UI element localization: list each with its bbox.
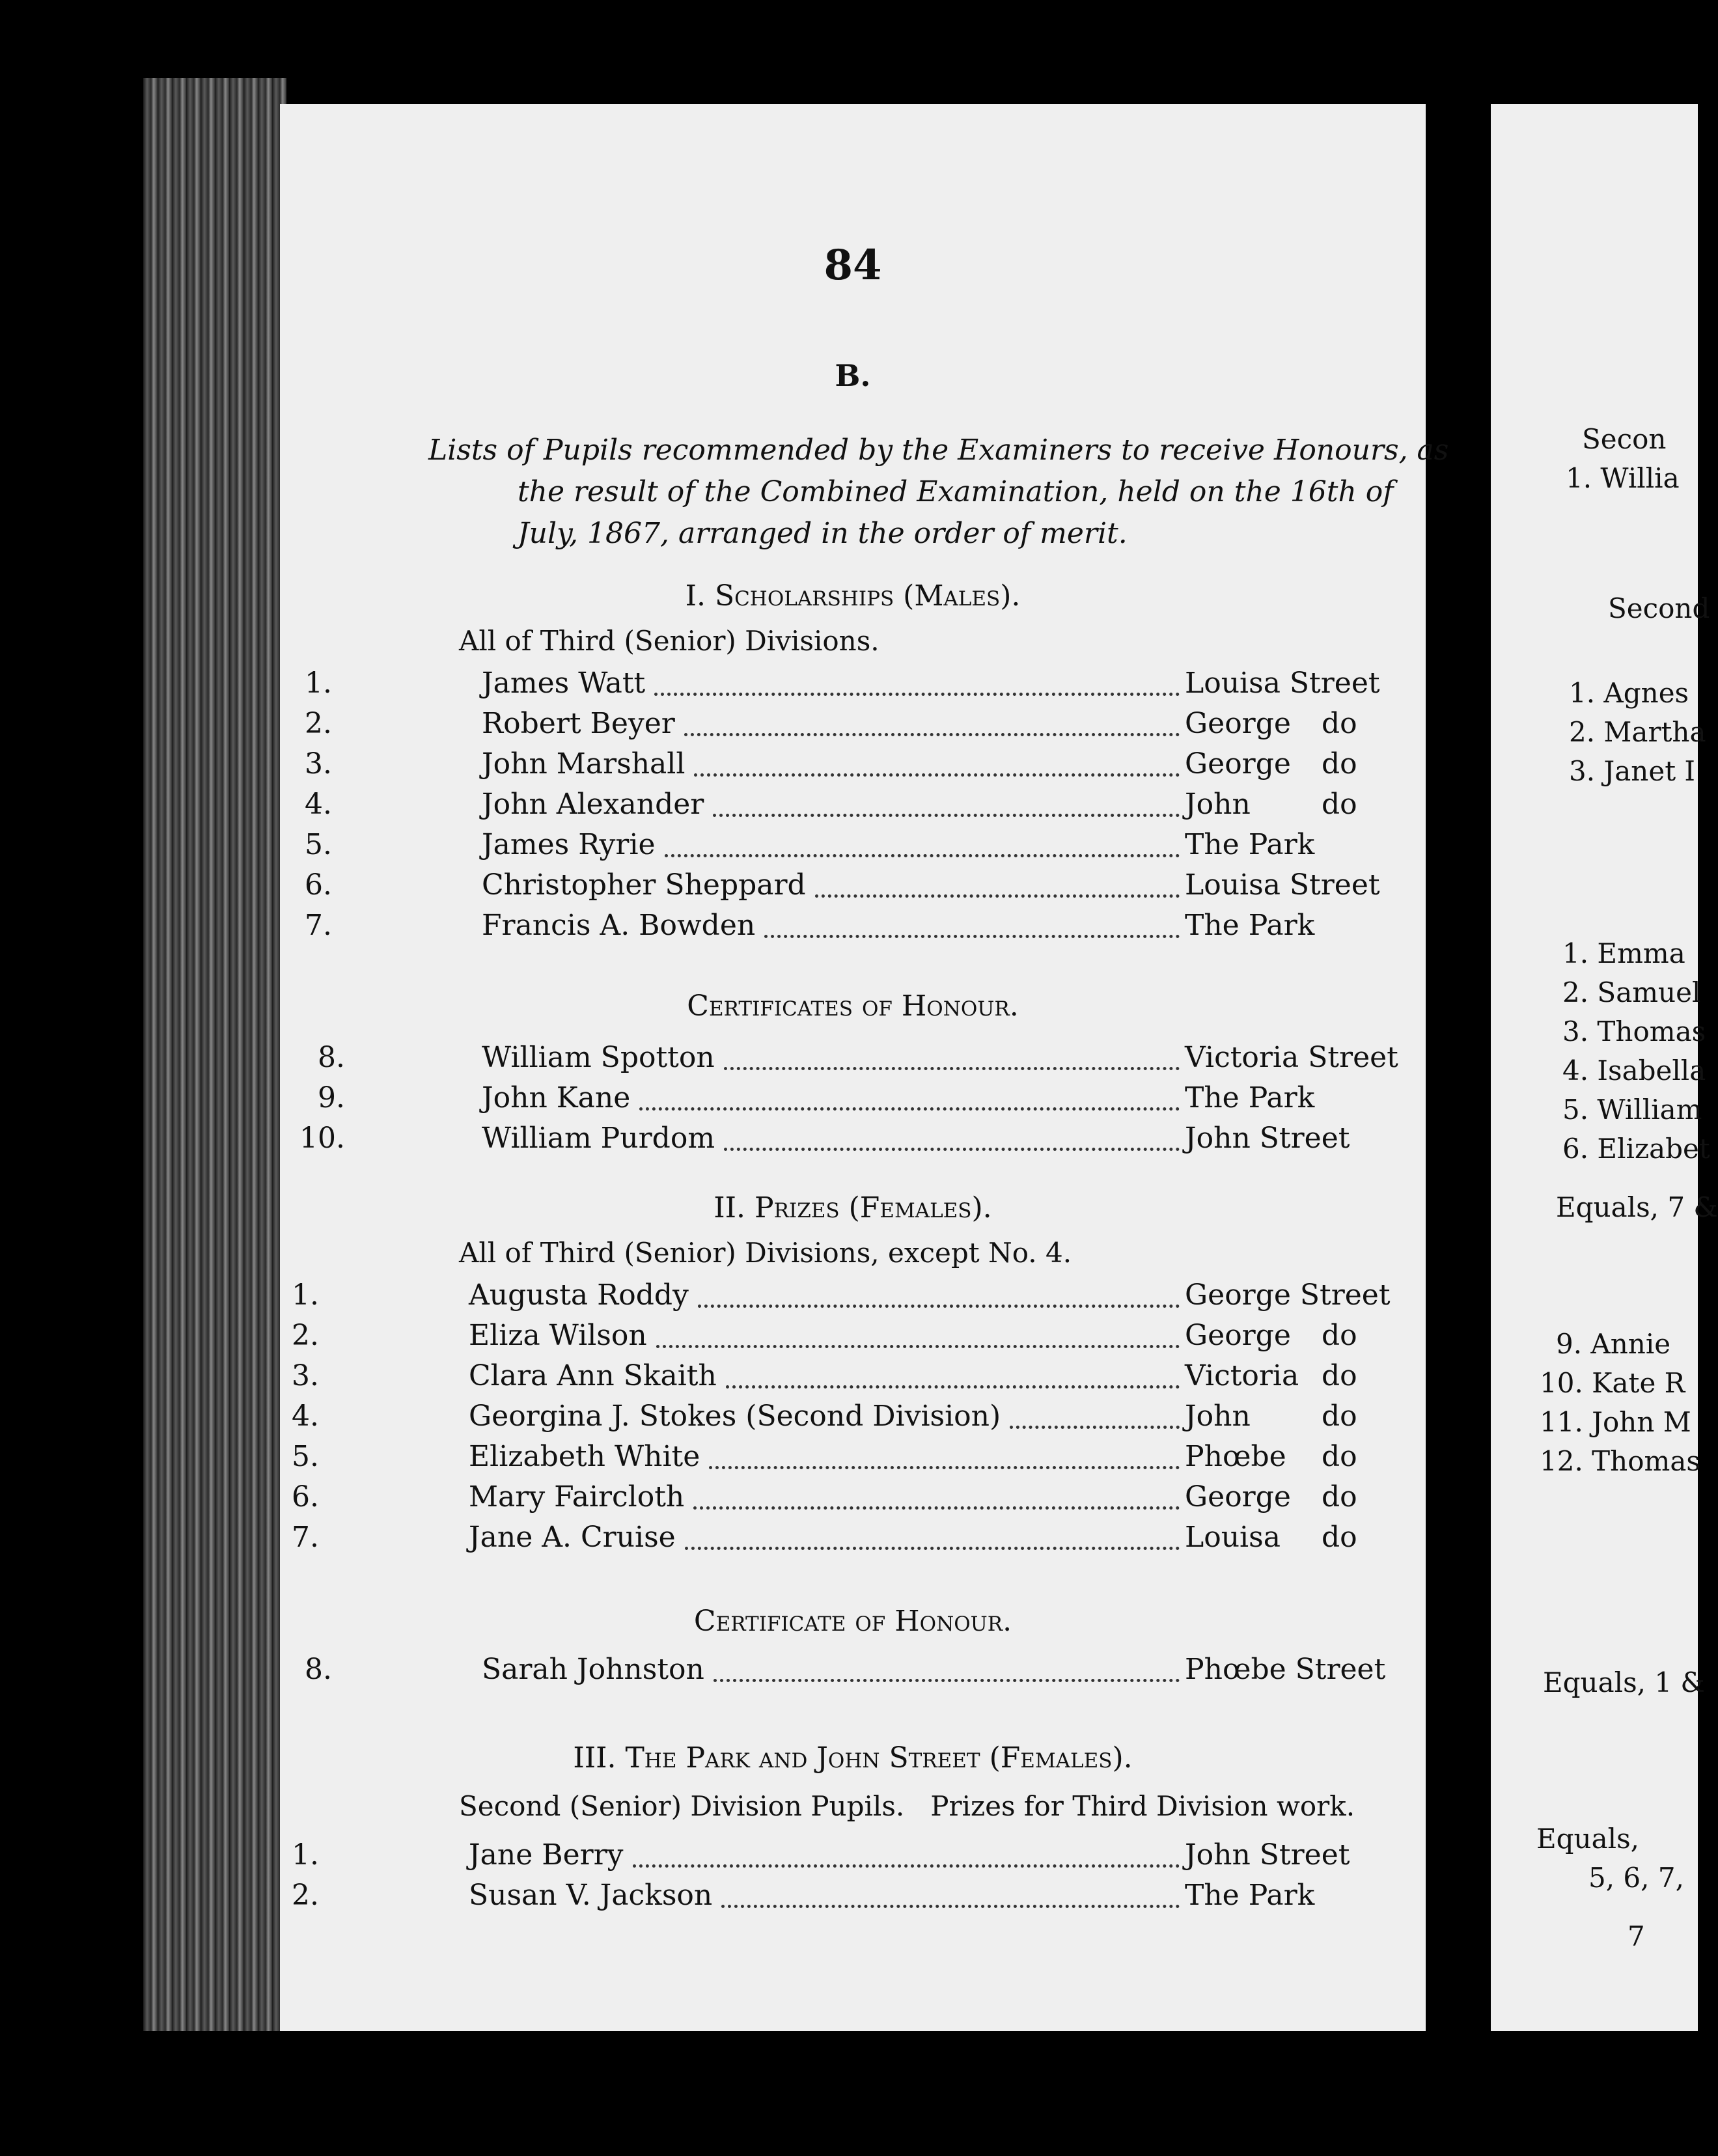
list-item	[280, 704, 1426, 743]
right-page-fragment	[1491, 104, 1718, 2031]
book-spine-edge	[143, 78, 286, 2031]
entry-number: 10.	[299, 1122, 345, 1155]
leader-dots	[764, 935, 1180, 938]
right-text: 9. Annie	[1556, 1328, 1671, 1360]
entry-ditto: do	[1322, 747, 1357, 781]
entry-ditto: do	[1322, 788, 1357, 821]
list-item	[280, 1836, 1426, 1875]
list-item	[280, 1397, 1426, 1436]
entry-school: George	[1185, 1319, 1291, 1352]
leader-dots	[698, 1305, 1180, 1308]
right-text: Second	[1608, 592, 1710, 624]
entry-number: 8.	[318, 1041, 345, 1074]
leader-dots	[684, 733, 1180, 736]
entry-name: Susan V. Jackson	[469, 1879, 713, 1912]
right-text: 4. Isabella	[1562, 1055, 1706, 1086]
section2-subheading: All of Third (Senior) Divisions, except No. 4.	[459, 1237, 1072, 1269]
right-text: Equals, 7 &	[1556, 1191, 1718, 1223]
intro-line-3: July, 1867, arranged in the order of merit.	[518, 517, 1128, 550]
right-text: Secon	[1582, 423, 1667, 455]
leader-dots	[815, 894, 1180, 898]
appendix-letter: B.	[835, 358, 871, 393]
leader-dots	[633, 1864, 1180, 1868]
entry-number: 1.	[305, 667, 332, 700]
entry-school: John	[1185, 788, 1251, 821]
right-text: 3. Thomas	[1562, 1016, 1706, 1047]
entry-name: Clara Ann Skaith	[469, 1359, 717, 1392]
entry-name: James Watt	[482, 667, 646, 700]
entry-school: Phœbe	[1185, 1440, 1286, 1473]
entry-number: 5.	[292, 1440, 319, 1473]
entry-school: Louisa Street	[1185, 667, 1380, 700]
list-item	[280, 745, 1426, 784]
entry-name: Eliza Wilson	[469, 1319, 647, 1352]
list-item	[280, 1478, 1426, 1517]
entry-name: Elizabeth White	[469, 1440, 700, 1473]
entry-name: John Marshall	[482, 747, 686, 781]
entry-school: Louisa	[1185, 1521, 1281, 1554]
list-item	[280, 825, 1426, 864]
entry-number: 8.	[305, 1653, 332, 1686]
entry-ditto: do	[1322, 1480, 1357, 1513]
right-text: 6. Elizabet	[1562, 1133, 1710, 1165]
entry-number: 3.	[305, 747, 332, 781]
entry-name: James Ryrie	[482, 828, 656, 861]
list-item	[280, 1518, 1426, 1557]
entry-school: George Street	[1185, 1278, 1391, 1312]
entry-name: John Alexander	[482, 788, 704, 821]
right-text: 5, 6, 7,	[1588, 1862, 1684, 1894]
entry-number: 7.	[292, 1521, 319, 1554]
section1-heading: I. Scholarships (Males).	[685, 579, 1021, 613]
right-text: 3. Janet I	[1569, 755, 1696, 787]
entry-school: George	[1185, 707, 1291, 740]
entry-number: 3.	[292, 1359, 319, 1392]
right-text: 10. Kate R	[1540, 1367, 1685, 1399]
entry-number: 9.	[318, 1081, 345, 1114]
entry-ditto: do	[1322, 707, 1357, 740]
entry-number: 4.	[305, 788, 332, 821]
section1-cert-heading: Certificates of Honour.	[687, 989, 1019, 1023]
list-item	[280, 1276, 1426, 1315]
right-text: 1. Willia	[1566, 462, 1680, 494]
entry-school: Victoria	[1185, 1359, 1299, 1392]
right-text: 1. Emma	[1562, 937, 1685, 969]
section2-heading: II. Prizes (Females).	[714, 1191, 992, 1224]
entry-school: Victoria Street	[1185, 1041, 1398, 1074]
entry-school: John Street	[1185, 1838, 1350, 1872]
entry-ditto: do	[1322, 1521, 1357, 1554]
entry-ditto: do	[1322, 1319, 1357, 1352]
leader-dots	[724, 1148, 1180, 1151]
entry-name: Jane Berry	[469, 1838, 624, 1872]
list-item	[280, 1038, 1426, 1077]
entry-name: Jane A. Cruise	[469, 1521, 676, 1554]
entry-number: 5.	[305, 828, 332, 861]
entry-number: 1.	[292, 1278, 319, 1312]
intro-line-1: Lists of Pupils recommended by the Examiners to receive Honours, as	[428, 434, 1449, 467]
entry-number: 4.	[292, 1400, 319, 1433]
right-text: 5. William	[1562, 1094, 1702, 1126]
page-number: 84	[824, 241, 882, 290]
leader-dots	[724, 1067, 1180, 1070]
entry-school: The Park	[1185, 1879, 1315, 1912]
entry-number: 6.	[305, 868, 332, 902]
leader-dots	[1010, 1426, 1180, 1429]
entry-number: 1.	[292, 1838, 319, 1872]
leader-dots	[685, 1547, 1180, 1550]
right-text: 11. John M	[1540, 1406, 1691, 1438]
leader-dots	[665, 854, 1180, 857]
entry-number: 2.	[292, 1879, 319, 1912]
section1-subheading: All of Third (Senior) Divisions.	[459, 625, 880, 657]
list-item	[280, 1650, 1426, 1689]
entry-name: Georgina J. Stokes (Second Division)	[469, 1400, 1001, 1433]
list-item	[280, 664, 1426, 703]
entry-school: Louisa Street	[1185, 868, 1380, 902]
entry-name: John Kane	[482, 1081, 631, 1114]
right-text: 1. Agnes	[1569, 677, 1689, 709]
entry-school: John Street	[1185, 1122, 1350, 1155]
entry-school: The Park	[1185, 909, 1315, 942]
entry-name: Francis A. Bowden	[482, 909, 756, 942]
entry-school: George	[1185, 747, 1291, 781]
entry-school: The Park	[1185, 828, 1315, 861]
list-item	[280, 866, 1426, 905]
entry-name: William Spotton	[482, 1041, 715, 1074]
right-text: 12. Thomas	[1540, 1445, 1700, 1477]
list-item	[280, 1437, 1426, 1476]
list-item	[280, 785, 1426, 824]
right-text: Equals,	[1536, 1823, 1639, 1855]
right-text: 7	[1628, 1920, 1645, 1952]
entry-ditto: do	[1322, 1440, 1357, 1473]
list-item	[280, 1876, 1426, 1915]
entry-name: Robert Beyer	[482, 707, 675, 740]
list-item	[280, 1316, 1426, 1355]
list-item	[280, 1357, 1426, 1396]
entry-name: Augusta Roddy	[469, 1278, 689, 1312]
leader-dots	[639, 1107, 1180, 1111]
leader-dots	[694, 773, 1180, 777]
intro-line-2: the result of the Combined Examination, held on the 16th of	[518, 475, 1394, 508]
leader-dots	[693, 1506, 1180, 1510]
entry-number: 6.	[292, 1480, 319, 1513]
left-page	[280, 104, 1449, 2031]
entry-school: The Park	[1185, 1081, 1315, 1114]
entry-number: 2.	[305, 707, 332, 740]
section2-cert-heading: Certificate of Honour.	[693, 1605, 1012, 1638]
section3-subheading: Second (Senior) Division Pupils. Prizes for Third Division work.	[459, 1790, 1355, 1822]
leader-dots	[713, 814, 1180, 817]
list-item	[280, 1119, 1426, 1158]
leader-dots	[726, 1385, 1180, 1389]
right-text: 2. Samuel	[1562, 976, 1701, 1008]
leader-dots	[714, 1679, 1180, 1682]
leader-dots	[709, 1466, 1180, 1469]
right-text: 2. Martha	[1569, 716, 1706, 748]
entry-name: Sarah Johnston	[482, 1653, 704, 1686]
leader-dots	[721, 1905, 1180, 1908]
entry-ditto: do	[1322, 1359, 1357, 1392]
entry-name: Mary Faircloth	[469, 1480, 685, 1513]
section3-heading: III. The Park and John Street (Females).	[573, 1741, 1133, 1775]
right-text: Equals, 1 &	[1543, 1666, 1705, 1698]
entry-school: John	[1185, 1400, 1251, 1433]
list-item	[280, 1079, 1426, 1118]
list-item	[280, 906, 1426, 945]
entry-school: George	[1185, 1480, 1291, 1513]
leader-dots	[656, 1345, 1180, 1348]
entry-school: Phœbe Street	[1185, 1653, 1386, 1686]
leader-dots	[654, 693, 1180, 696]
entry-number: 7.	[305, 909, 332, 942]
entry-name: Christopher Sheppard	[482, 868, 806, 902]
entry-name: William Purdom	[482, 1122, 715, 1155]
entry-number: 2.	[292, 1319, 319, 1352]
entry-ditto: do	[1322, 1400, 1357, 1433]
